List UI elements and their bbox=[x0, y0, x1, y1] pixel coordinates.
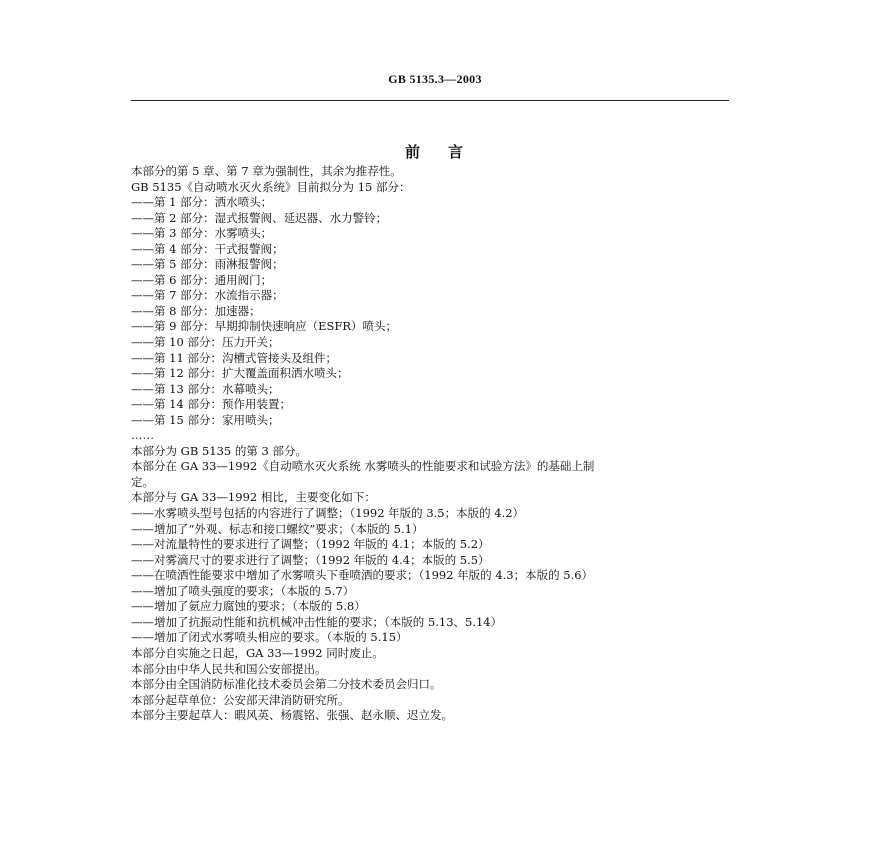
list-item: ——第 7 部分：水流指示器； bbox=[131, 288, 284, 303]
change-item: ——在喷洒性能要求中增加了水雾喷头下垂喷洒的要求；（1992 年版的 4.3；本版的 5.6） bbox=[131, 568, 594, 583]
text-line: 本部分在 GA 33—1992《自动喷水灭火系统 水雾喷头的性能要求和试验方法》的基础上制 bbox=[131, 459, 595, 474]
text-line: GB 5135《自动喷水灭火系统》目前拟分为 15 部分： bbox=[131, 179, 411, 194]
change-item: ——增加了抗振动性能和抗机械冲击性能的要求；（本版的 5.13、5.14） bbox=[131, 614, 503, 629]
text-line: 本部分起草单位：公安部天津消防研究所。 bbox=[131, 692, 350, 707]
foreword-title bbox=[0, 141, 870, 162]
change-item: ——对雾滴尺寸的要求进行了调整；（1992 年版的 4.4；本版的 5.5） bbox=[131, 552, 490, 567]
foreword-body bbox=[131, 164, 741, 724]
change-item: ——水雾喷头型号包括的内容进行了调整；（1992 年版的 3.5；本版的 4.2） bbox=[131, 506, 525, 521]
text-line: 本部分由中华人民共和国公安部提出。 bbox=[131, 661, 327, 676]
list-item: ——第 9 部分：早期抑制快速响应（ESFR）喷头； bbox=[131, 319, 398, 334]
change-item: ——增加了喷头强度的要求；（本版的 5.7） bbox=[131, 583, 355, 598]
list-item: ——第 6 部分：通用阀门； bbox=[131, 272, 273, 287]
list-item: ——第 15 部分：家用喷头； bbox=[131, 412, 280, 427]
list-item: ——第 2 部分：湿式报警阀、延迟器、水力警铃； bbox=[131, 210, 388, 225]
list-item: ——第 4 部分：干式报警阀； bbox=[131, 241, 284, 256]
text-line: 本部分自实施之日起，GA 33—1992 同时废止。 bbox=[131, 645, 384, 660]
list-item: ——第 11 部分：沟槽式管接头及组件； bbox=[131, 350, 337, 365]
list-item: ——第 3 部分：水雾喷头； bbox=[131, 226, 273, 241]
text-line: 本部分与 GA 33—1992 相比，主要变化如下： bbox=[131, 490, 376, 505]
change-item: ——增加了“外观、标志和接口螺纹”要求；（本版的 5.1） bbox=[131, 521, 424, 536]
list-item: ——第 5 部分：雨淋报警阀； bbox=[131, 257, 284, 272]
ellipsis-line: …… bbox=[131, 428, 154, 443]
text-line: 定。 bbox=[131, 474, 154, 489]
list-item: ——第 13 部分：水幕喷头； bbox=[131, 381, 280, 396]
text-line: 本部分主要起草人：暇风英、杨震铭、张强、赵永顺、迟立发。 bbox=[131, 708, 453, 723]
text-line: 本部分为 GB 5135 的第 3 部分。 bbox=[131, 443, 307, 458]
text-line: 本部分由全国消防标准化技术委员会第二分技术委员会归口。 bbox=[131, 677, 442, 692]
list-item: ——第 1 部分：洒水喷头； bbox=[131, 195, 273, 210]
standard-code-header: GB 5135.3—2003 bbox=[388, 72, 482, 86]
text-line: 本部分的第 5 章、第 7 章为强制性，其余为推荐性。 bbox=[131, 164, 402, 178]
foreword-title-char-1: 前 bbox=[404, 143, 422, 161]
list-item: ——第 8 部分：加速器； bbox=[131, 303, 261, 318]
list-item: ——第 10 部分：压力开关； bbox=[131, 335, 280, 350]
change-item: ——增加了闭式水雾喷头相应的要求。（本版的 5.15） bbox=[131, 630, 408, 645]
list-item: ——第 12 部分：扩大覆盖面积洒水喷头； bbox=[131, 366, 349, 381]
list-item: ——第 14 部分：预作用装置； bbox=[131, 397, 291, 412]
change-item: ——增加了氨应力腐蚀的要求；（本版的 5.8） bbox=[131, 599, 366, 614]
foreword-title-char-2: 言 bbox=[448, 143, 466, 161]
header-divider bbox=[131, 100, 729, 101]
change-item: ——对流量特性的要求进行了调整；（1992 年版的 4.1；本版的 5.2） bbox=[131, 537, 490, 552]
